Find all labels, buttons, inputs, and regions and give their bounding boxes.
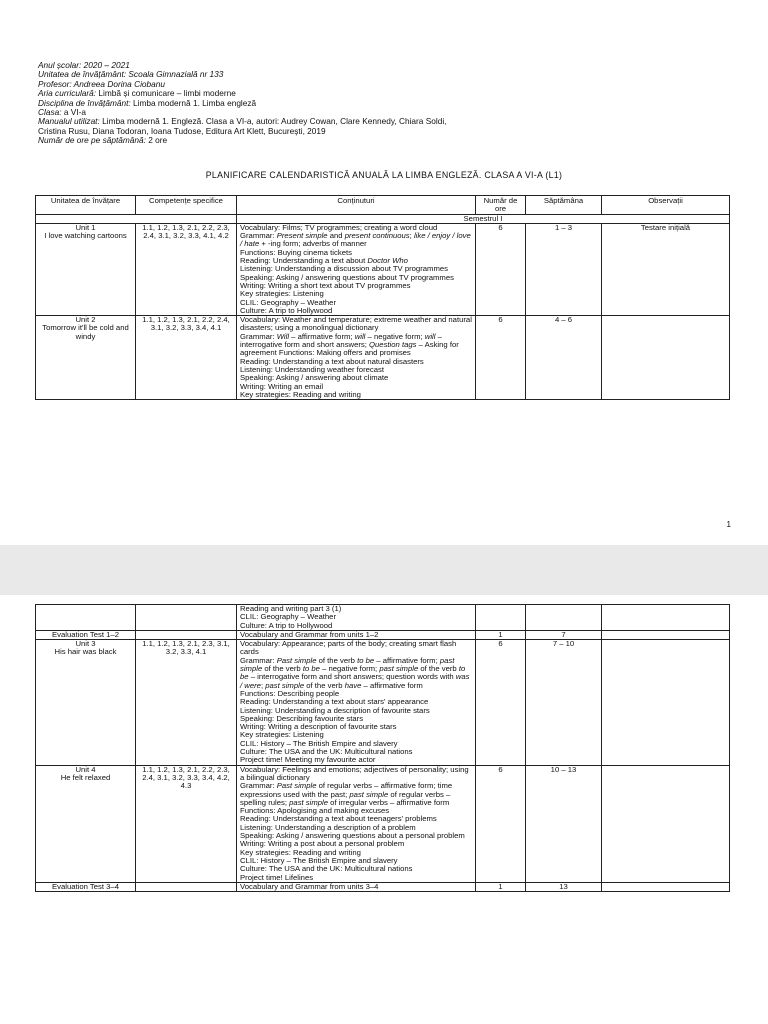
weeks-cell: 4 – 6 <box>526 316 602 400</box>
content-cell: Vocabulary: Feelings and emotions; adjectives of personality; using a bilingual dictionary Grammar: Past simple of regular verbs – affirmative form; time expressions used with the past; past simple of regular verbs – spelling rules; past simple of irregular verbs – affirmative form Functions: Apologising and making excuses Reading: Understanding a text about teenagers' problems Listening: Understanding a description of a problem Speaking: Asking / answering questions about a personal problem Writing: Writing a post about a personal problem Key strategies: Reading and writing CLIL: History – The British Empire and slavery Culture: The USA and the UK: Multicultural nations Project time! Lifelines <box>237 765 476 882</box>
document-title: PLANIFICARE CALENDARISTICĂ ANUALĂ LA LIMBA ENGLEZĂ. CLASA A VI-A (L1) <box>205 170 563 180</box>
weeks-cell: 1 – 3 <box>526 223 602 315</box>
unit-cell: Evaluation Test 1–2 <box>36 630 136 639</box>
header-observatii: Observații <box>602 196 730 215</box>
hours-cell: 1 <box>476 630 526 639</box>
hours-cell: 6 <box>476 316 526 400</box>
page-number: 1 <box>726 520 731 529</box>
table-row <box>36 316 730 400</box>
document-page-2 <box>0 595 768 1024</box>
table-row <box>36 640 730 765</box>
observatii-cell <box>602 316 730 400</box>
meta-disciplina: Disciplina de învățământ: Limba modernă 1. Limba engleză <box>38 97 257 108</box>
table-row <box>36 765 730 882</box>
weeks-cell: 7 <box>526 630 602 639</box>
competente-cell: 1.1, 1.2, 1.3, 2.1, 2.2, 2.4, 3.1, 3.2, 3.3, 3.4, 4.1 <box>136 316 237 400</box>
competente-cell: 1.1, 1.2, 1.3, 2.1, 2.2, 2.3, 2.4, 3.1, 3.2, 3.3, 3.4, 4.2, 4.3 <box>136 765 237 882</box>
unit-cell <box>36 605 136 631</box>
unit-cell: Unit 4 He felt relaxed <box>36 765 136 882</box>
competente-cell <box>136 882 237 891</box>
header-numar-ore: Număr de ore <box>476 196 526 215</box>
competente-cell: 1.1, 1.2, 1.3, 2.1, 2.3, 3.1, 3.2, 3.3, 4.1 <box>136 640 237 765</box>
content-cell: Vocabulary and Grammar from units 3–4 <box>237 882 476 891</box>
observatii-cell <box>602 765 730 882</box>
weeks-cell: 13 <box>526 882 602 891</box>
unit-cell: Unit 2 Tomorrow it'll be cold and windy <box>36 316 136 400</box>
meta-ore: Număr de ore pe săptămână: 2 ore <box>38 135 168 146</box>
meta-manual: Manualul utilizat: Limba modernă 1. Engleză. Clasa a VI-a, autori: Audrey Cowan, Clare Kennedy, Chiara Soldi, <box>38 116 447 127</box>
semester-label: Semestrul I <box>237 214 730 223</box>
competente-cell <box>136 605 237 631</box>
table-row <box>36 223 730 315</box>
document-metadata <box>38 61 446 146</box>
hours-cell: 6 <box>476 223 526 315</box>
table-header-row <box>36 196 730 215</box>
planning-table-continued <box>35 604 730 892</box>
header-saptamana: Săptămâna <box>526 196 602 215</box>
content-cell: Vocabulary: Weather and temperature; extreme weather and natural disasters; using a monolingual dictionary Grammar: Will – affirmative form; will – negative form; will – interrogative form and short answers; Question tags – Asking for agreement Functions: Making offers and promises Reading: Understanding a text about natural disasters Listening: Understanding weather forecast Speaking: Asking / answering about climate Writing: Writing an email Key strategies: Reading and writing <box>237 316 476 400</box>
weeks-cell: 10 – 13 <box>526 765 602 882</box>
meta-manual-cont: Cristina Rusu, Diana Todoran, Ioana Tudose, Editura Art Klett, București, 2019 <box>38 125 326 136</box>
hours-cell <box>476 605 526 631</box>
observatii-cell <box>602 640 730 765</box>
observatii-cell <box>602 630 730 639</box>
content-cell: Reading and writing part 3 (1) CLIL: Geography – Weather Culture: A trip to Hollywood <box>237 605 476 631</box>
content-cell: Vocabulary and Grammar from units 1–2 <box>237 630 476 639</box>
unit-cell: Unit 3 His hair was black <box>36 640 136 765</box>
hours-cell: 6 <box>476 640 526 765</box>
observatii-cell <box>602 605 730 631</box>
meta-clasa: Clasa: a VI-a <box>38 107 86 118</box>
meta-an-scolar: Anul școlar: 2020 – 2021 <box>38 60 130 70</box>
header-continuturi: Conținuturi <box>237 196 476 215</box>
table-row <box>36 882 730 891</box>
semester-row <box>36 214 730 223</box>
meta-aria: Aria curriculară: Limbă și comunicare – limbi moderne <box>38 88 236 99</box>
observatii-cell <box>602 882 730 891</box>
hours-cell: 6 <box>476 765 526 882</box>
meta-profesor: Profesor: Andreea Dorina Ciobanu <box>38 78 165 89</box>
table-row <box>36 605 730 631</box>
competente-cell: 1.1, 1.2, 1.3, 2.1, 2.2, 2.3, 2.4, 3.1, 3.2, 3.3, 4.1, 4.2 <box>136 223 237 315</box>
content-cell: Vocabulary: Appearance; parts of the body; creating smart flash cards Grammar: Past simple of the verb to be – affirmative form; past simple of the verb to be – negative form; past simple of the verb to be – interrogative form and short answers; question words with was / were; past simple of the verb have – affirmative form Functions: Describing people Reading: Understanding a text about stars' appearance Listening: Understanding a description of favourite stars Speaking: Describing favourite stars Writing: Writing a description of favourite stars Key strategies: Listening CLIL: History – The British Empire and slavery Culture: The USA and the UK: Multicultural nations Project time! Meeting my favourite actor <box>237 640 476 765</box>
unit-cell: Evaluation Test 3–4 <box>36 882 136 891</box>
hours-cell: 1 <box>476 882 526 891</box>
meta-unitate: Unitatea de învățământ: Scoala Gimnazială nr 133 <box>38 69 224 80</box>
unit-cell: Unit 1 I love watching cartoons <box>36 223 136 315</box>
header-competente: Competențe specifice <box>136 196 237 215</box>
weeks-cell <box>526 605 602 631</box>
observatii-cell: Testare inițială <box>602 223 730 315</box>
weeks-cell: 7 – 10 <box>526 640 602 765</box>
header-unitate: Unitatea de învățare <box>36 196 136 215</box>
content-cell: Vocabulary: Films; TV programmes; creating a word cloud Grammar: Present simple and present continuous; like / enjoy / love / hate + -ing form; adverbs of manner Functions: Buying cinema tickets Reading: Understanding a text about Doctor Who Listening: Understanding a discussion about TV programmes Speaking: Asking / answering questions about TV programmes Writing: Writing a short text about TV programmes Key strategies: Listening CLIL: Geography – Weather Culture: A trip to Hollywood <box>237 223 476 315</box>
planning-table <box>35 195 730 400</box>
